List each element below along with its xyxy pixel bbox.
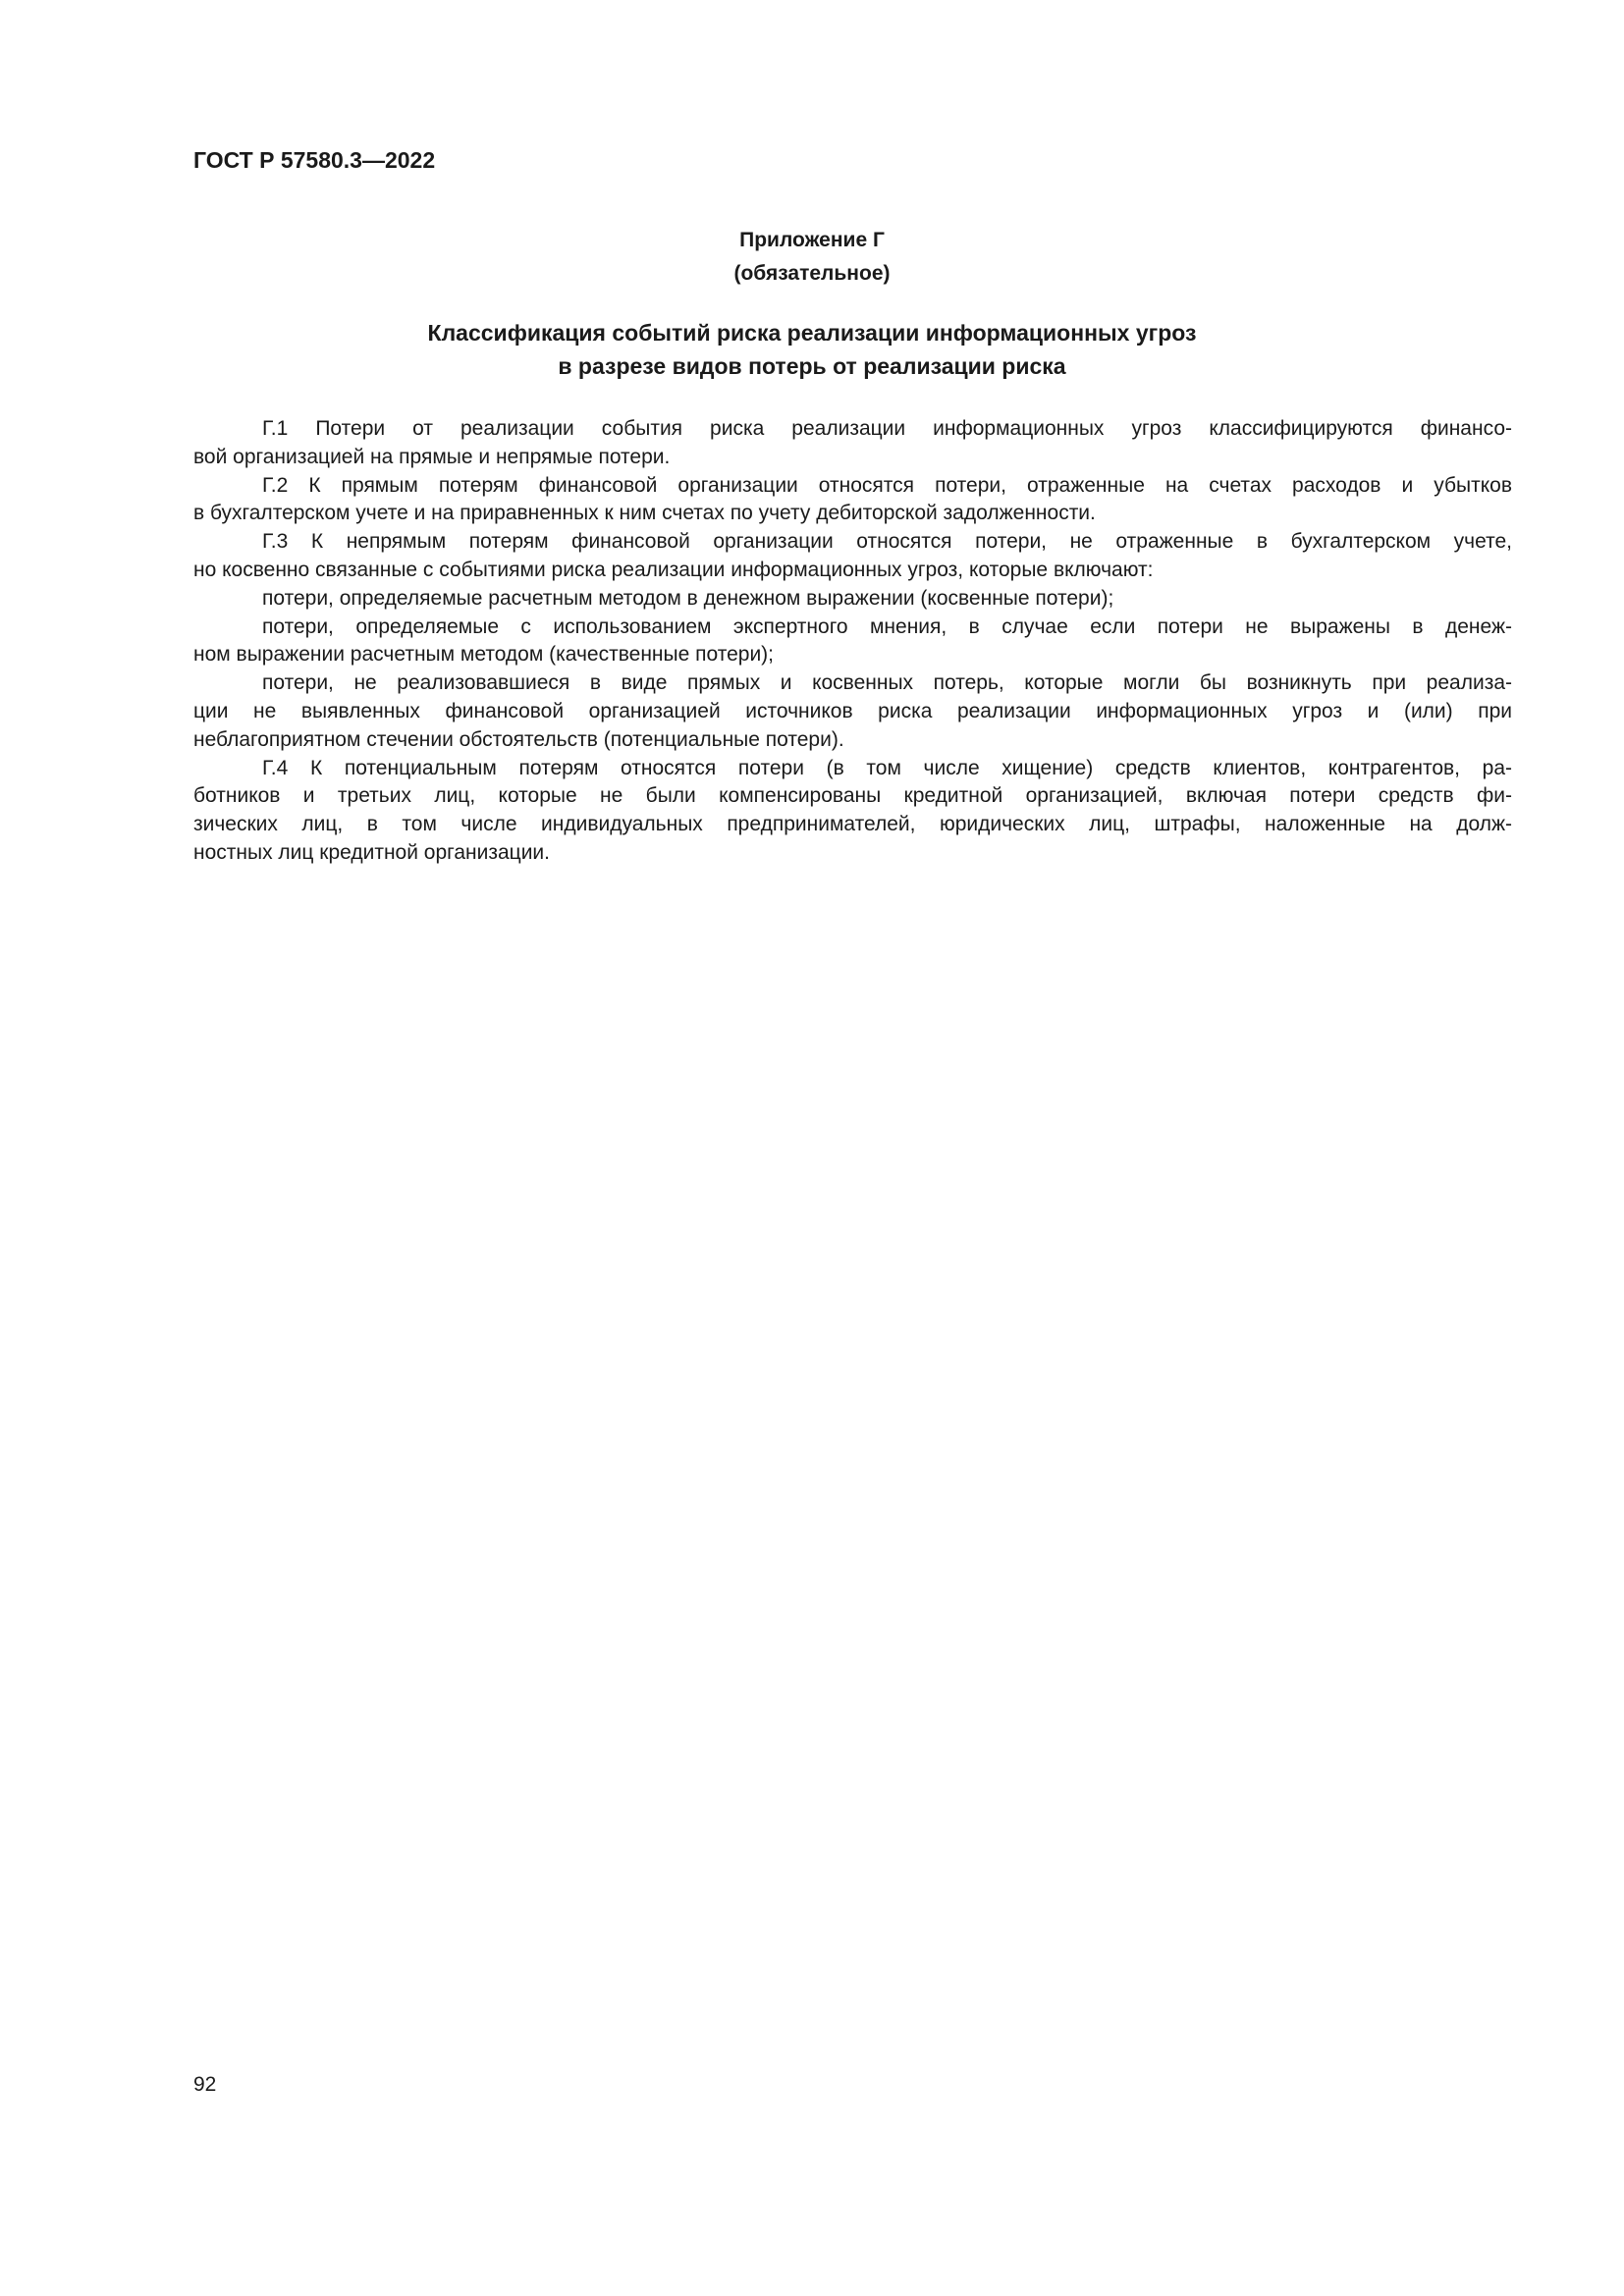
paragraph-line: потери, определяемые с использованием экспертного мнения, в случае если потери не выражены в денеж- <box>262 614 1512 638</box>
paragraph-line: вой организацией на прямые и непрямые потери. <box>193 445 671 468</box>
paragraph <box>193 669 1512 754</box>
paragraph-line: зических лиц, в том числе индивидуальных предпринимателей, юридических лиц, штрафы, наложенные на долж- <box>193 813 1512 836</box>
appendix-heading <box>0 224 1624 291</box>
paragraph-line: в бухгалтерском учете и на приравненных к ним счетах по учету дебиторской задолженности. <box>193 502 1096 525</box>
document-body <box>193 415 1512 868</box>
section-title-line: в разрезе видов потерь от реализации риска <box>558 353 1066 379</box>
page-number: 92 <box>193 2073 217 2096</box>
paragraph-line: Г.2 К прямым потерям финансовой организации относятся потери, отраженные на счетах расходов и убытков <box>262 473 1512 497</box>
paragraph <box>193 585 1512 614</box>
section-title <box>69 316 1555 383</box>
paragraph-line: ботников и третьих лиц, которые не были компенсированы кредитной организацией, включая потери средств фи- <box>193 784 1512 808</box>
paragraph-line: ном выражении расчетным методом (качественные потери); <box>193 643 775 667</box>
paragraph-line: потери, определяемые расчетным методом в денежном выражении (косвенные потери); <box>262 586 1114 610</box>
paragraph-line: Г.4 К потенциальным потерям относятся потери (в том числе хищение) средств клиентов, контрагентов, ра- <box>262 756 1512 779</box>
paragraph <box>193 755 1512 868</box>
paragraph <box>193 528 1512 585</box>
appendix-title: Приложение Г <box>739 229 885 251</box>
paragraph-line: ции не выявленных финансовой организацией источников риска реализации информационных угроз и (или) при <box>193 699 1512 722</box>
paragraph-line: потери, не реализовавшиеся в виде прямых и косвенных потерь, которые могли бы возникнуть при реализа- <box>262 671 1512 695</box>
document-header: ГОСТ Р 57580.3—2022 <box>193 147 436 173</box>
paragraph-line: неблагоприятном стечении обстоятельств (потенциальные потери). <box>193 727 844 751</box>
paragraph <box>193 415 1512 472</box>
paragraph-line: Г.3 К непрямым потерям финансовой организации относятся потери, не отраженные в бухгалтерском учете, <box>262 530 1512 554</box>
appendix-status: (обязательное) <box>733 262 891 285</box>
paragraph-line: Г.1 Потери от реализации события риска реализации информационных угроз классифицируются финансо- <box>262 417 1512 440</box>
paragraph <box>193 614 1512 670</box>
paragraph-line: ностных лиц кредитной организации. <box>193 840 550 864</box>
section-title-line: Классификация событий риска реализации информационных угроз <box>427 320 1197 346</box>
paragraph <box>193 472 1512 529</box>
paragraph-line: но косвенно связанные с событиями риска реализации информационных угроз, которые включают: <box>193 558 1154 581</box>
